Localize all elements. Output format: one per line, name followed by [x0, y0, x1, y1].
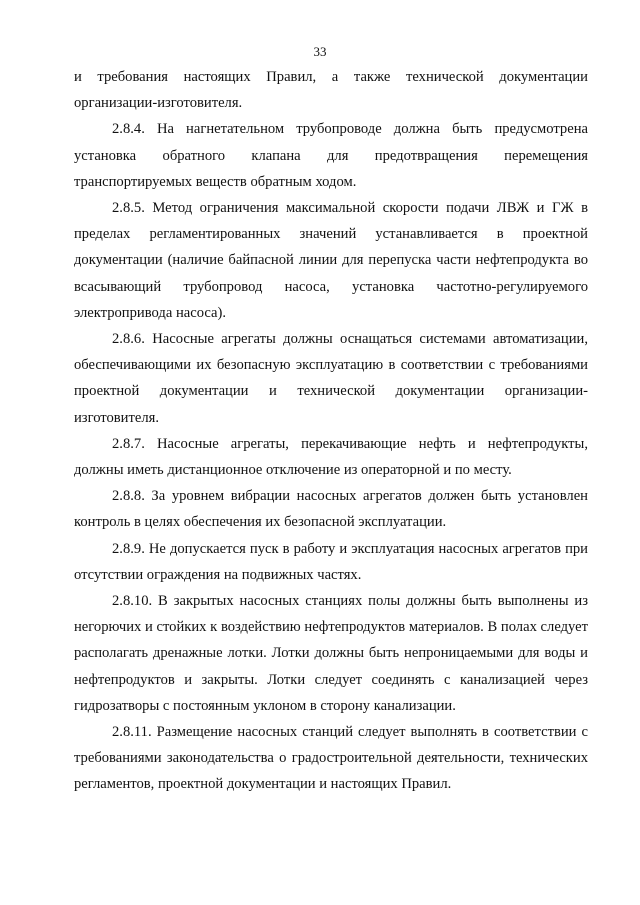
paragraph-2-8-6: 2.8.6. Насосные агрегаты должны оснащаться системами автоматизации, обеспечивающими их безопасную эксплуатацию в соответствии с требованиями проектной документации и технической документации организации-изготовителя.	[74, 331, 588, 426]
paragraph-continuation: и требования настоящих Правил, а также технической документации организации-изготовителя.	[74, 69, 588, 112]
paragraph-2-8-11: 2.8.11. Размещение насосных станций следует выполнять в соответствии с требованиями законодательства о градостроительной деятельности, технических регламентов, проектной документации и настоящих Правил.	[74, 724, 588, 793]
paragraph-2-8-10: 2.8.10. В закрытых насосных станциях полы должны быть выполнены из негорючих и стойких к воздействию нефтепродуктов материалов. В полах следует располагать дренажные лотки. Лотки должны быть непроницаемыми для воды и нефтепродуктов и закрыты. Лотки следует соединять с канализацией через гидрозатворы с постоянным уклоном в сторону канализации.	[74, 593, 588, 714]
paragraph-2-8-5: 2.8.5. Метод ограничения максимальной скорости подачи ЛВЖ и ГЖ в пределах регламентированных значений устанавливается в проектной документации (наличие байпасной линии для перепуска части нефтепродукта во всасывающий трубопровод насоса, установка частотно-регулируемого электропривода насоса).	[74, 200, 588, 321]
paragraph-2-8-8: 2.8.8. За уровнем вибрации насосных агрегатов должен быть установлен контроль в целях обеспечения их безопасной эксплуатации.	[74, 488, 588, 531]
document-body	[74, 64, 588, 798]
paragraph-2-8-4: 2.8.4. На нагнетательном трубопроводе должна быть предусмотрена установка обратного клапана для предотвращения перемещения транспортируемых веществ обратным ходом.	[74, 121, 588, 190]
page-number: 33	[313, 44, 327, 59]
paragraph-2-8-7: 2.8.7. Насосные агрегаты, перекачивающие нефть и нефтепродукты, должны иметь дистанционное отключение из операторной и по месту.	[74, 435, 588, 479]
paragraph-2-8-9: 2.8.9. Не допускается пуск в работу и эксплуатация насосных агрегатов при отсутствии ограждения на подвижных частях.	[74, 540, 588, 583]
